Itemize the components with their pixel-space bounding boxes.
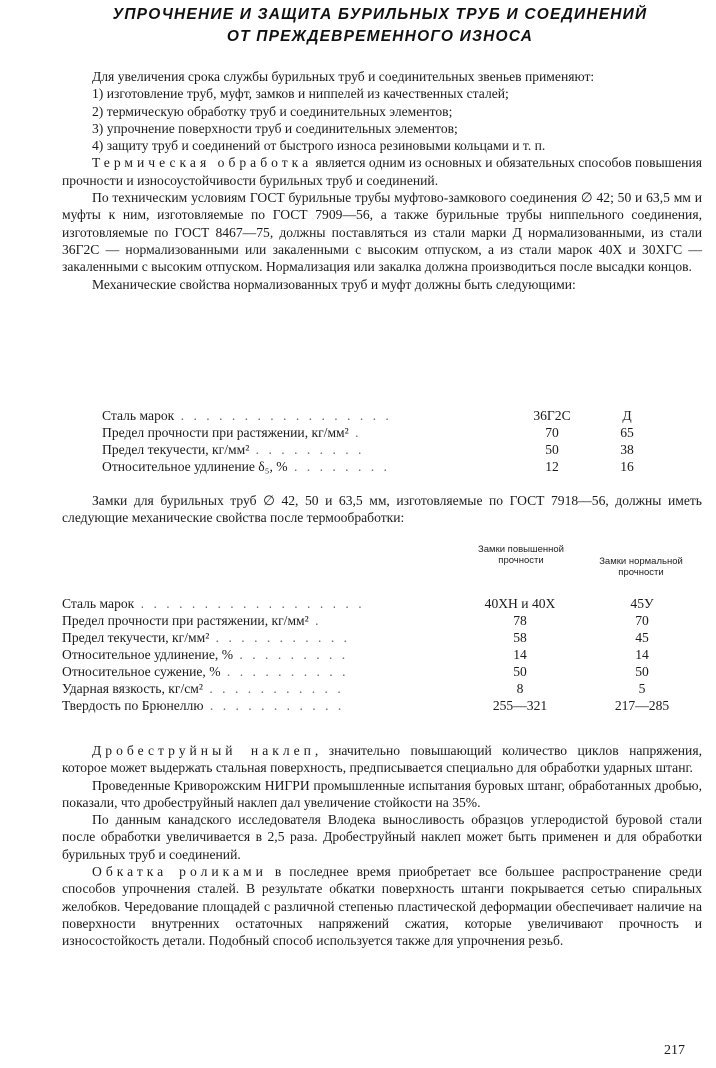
table-2-cell-increased: 14 [513, 647, 527, 662]
table-2-row-label: Ударная вязкость, кг/см² [62, 681, 203, 696]
table-2-cell-normal: 45У [630, 596, 654, 611]
table-1-row-label: Относительное удлинение δ₅, % [102, 459, 288, 474]
shot-paragraph-1-text: , значительно повышающий количество циклов напряжения, которое может выдержать стальная поверхность, предписывается специально для обработки ударных штанг. [62, 743, 702, 776]
table-1-row-label: Сталь марок [102, 408, 175, 423]
table-2-row-label: Относительное сужение, % [62, 664, 221, 679]
intro-paragraph: Для увеличения срока службы бурильных труб и соединительных звеньев применяют: [92, 69, 595, 84]
table-1-cell-36g2s: 70 [545, 425, 559, 440]
table-2-cell-increased: 58 [513, 630, 527, 645]
leader-dots: . [348, 425, 362, 440]
hardening-block [62, 742, 702, 950]
table-1-cell-d: Д [622, 408, 632, 423]
leader-dots: . [308, 613, 322, 628]
list-item-4: 4) защиту труб и соединений от быстрого износа резиновыми кольцами и т. п. [92, 138, 546, 154]
leader-dots: . . . . . . . . . . [220, 664, 349, 679]
leader-dots: . . . . . . . . . . . . . . . . . . [134, 596, 365, 611]
table-2-row-label: Предел текучести, кг/мм² [62, 630, 210, 645]
table-2-cell-normal: 14 [635, 647, 649, 662]
thermal-paragraph-1-text: является одним из основных и обязательных способов повышения прочности и износоустойчивости бурильных труб и соединений. [62, 155, 702, 188]
table-2-cell-normal: 217—285 [614, 698, 670, 713]
table-2-row-label: Сталь марок [62, 596, 135, 611]
locks-paragraph: Замки для бурильных труб ∅ 42, 50 и 63,5 мм, изготовляемые по ГОСТ 7918—56, должны иметь следующие механические свойства после термообработки: [62, 493, 702, 526]
table-2-cell-increased: 50 [513, 664, 527, 679]
leader-dots: . . . . . . . . . . . [209, 630, 351, 645]
locks-block [62, 492, 702, 527]
table-1-cell-d: 38 [620, 442, 634, 457]
table-2-cell-normal: 5 [638, 681, 646, 696]
table-2-cell-increased: 78 [513, 613, 527, 628]
table-2-cell-increased: 255—321 [492, 698, 548, 713]
list-item-3: 3) упрочнение поверхности труб и соединительных элементов; [92, 120, 458, 136]
table-1-cell-36g2s: 36Г2С [533, 408, 571, 423]
table-1-cell-d: 65 [620, 425, 634, 440]
leader-dots: . . . . . . . . [287, 459, 390, 474]
list-item-1: 1) изготовление труб, муфт, замков и ниппелей из качественных сталей; [92, 86, 509, 102]
rolling-paragraph-text: в последнее время приобретает все большее распространение среди способов упрочнения сталей. В результате обкатки поверхность штанги покрывается сетью спиральных желобков. Чередование площадей с различной степенью пластической деформации обеспечивает наличие на поверхности внутренних остаточных напряжений сжатия, которые увеличивают прочность и износостойкость детали. Подобный способ используется также для упрочнения резьб. [62, 864, 702, 949]
list-item-2: 2) термическую обработку труб и соединительных элементов; [92, 103, 453, 119]
table-1-cell-36g2s: 12 [545, 459, 559, 474]
table-2-header-increased: Замки повышенной прочности [478, 544, 564, 566]
table-2-header-normal: Замки нормальной прочности [599, 556, 683, 578]
table-2-row-label: Относительное удлинение, % [62, 647, 234, 662]
thermal-paragraph-3: Механические свойства нормализованных труб и муфт должны быть следующими: [92, 276, 576, 292]
shot-paragraph-2: Проведенные Криворожским НИГРИ промышленные испытания буровых штанг, обработанных дробью, показали, что дробеструйный наклеп дал увеличение стойкости на 35%. [62, 777, 702, 810]
table-2-row-label: Твердость по Брюнеллю [62, 698, 204, 713]
shot-paragraph-3: По данным канадского исследователя Влодека выносливость образцов углеродистой буровой стали после обработки увеличивается в 2,5 раза. Дробеструйный наклеп может быть применен и для обработки бурильных труб и соединений. [62, 812, 702, 862]
table-2-cell-normal: 70 [635, 613, 649, 628]
thermal-paragraph-1 [62, 154, 702, 189]
section-title-line-2: ОТ ПРЕЖДЕВРЕМЕННОГО ИЗНОСА [226, 28, 534, 45]
leader-dots: . . . . . . . . . . . . . . . . . [174, 408, 392, 423]
thermal-term: Термическая обработка [92, 155, 313, 171]
intro-block [62, 68, 702, 293]
leader-dots: . . . . . . . . . . . [203, 698, 345, 713]
shot-paragraph-1 [62, 742, 702, 777]
table-1-row-label: Предел прочности при растяжении, кг/мм² [102, 425, 349, 440]
table-2-cell-normal: 45 [635, 630, 649, 645]
rolling-paragraph [62, 863, 702, 949]
leader-dots: . . . . . . . . . [249, 442, 365, 457]
table-2-cell-increased: 8 [516, 681, 524, 696]
section-title-line-1: УПРОЧНЕНИЕ И ЗАЩИТА БУРИЛЬНЫХ ТРУБ И СОЕДИНЕНИЙ [112, 6, 648, 23]
table-2-row-label: Предел прочности при растяжении, кг/мм² [62, 613, 309, 628]
leader-dots: . . . . . . . . . [233, 647, 349, 662]
leader-dots: . . . . . . . . . . . [202, 681, 344, 696]
table-1-cell-d: 16 [620, 459, 634, 474]
shot-term: Дробеструйный наклеп [92, 743, 315, 758]
table-1-cell-36g2s: 50 [545, 442, 559, 457]
table-2-cell-normal: 50 [635, 664, 649, 679]
table-1-row-label: Предел текучести, кг/мм² [102, 442, 250, 457]
rolling-term: Обкатка роликами [92, 864, 267, 880]
table-2-cell-increased: 40ХН и 40Х [484, 596, 556, 611]
thermal-paragraph-2: По техническим условиям ГОСТ бурильные трубы муфтово-замкового соединения ∅ 42; 50 и 63,5 мм и муфты к ним, изготовляемые по ГОСТ 7909—56, а также бурильные трубы ниппельного соединения, изготовляемые по ГОСТ 8467—75, должны поставляться из стали марки Д нормализованными, из стали 36Г2С — нормализованными или закаленными с высоким отпуском, а из стали марок 40Х и 30ХГС — закаленными с высоким отпуском. Нормализация или закалка должна производиться после высадки концов. [62, 190, 702, 275]
page-number: 217 [664, 1043, 685, 1058]
